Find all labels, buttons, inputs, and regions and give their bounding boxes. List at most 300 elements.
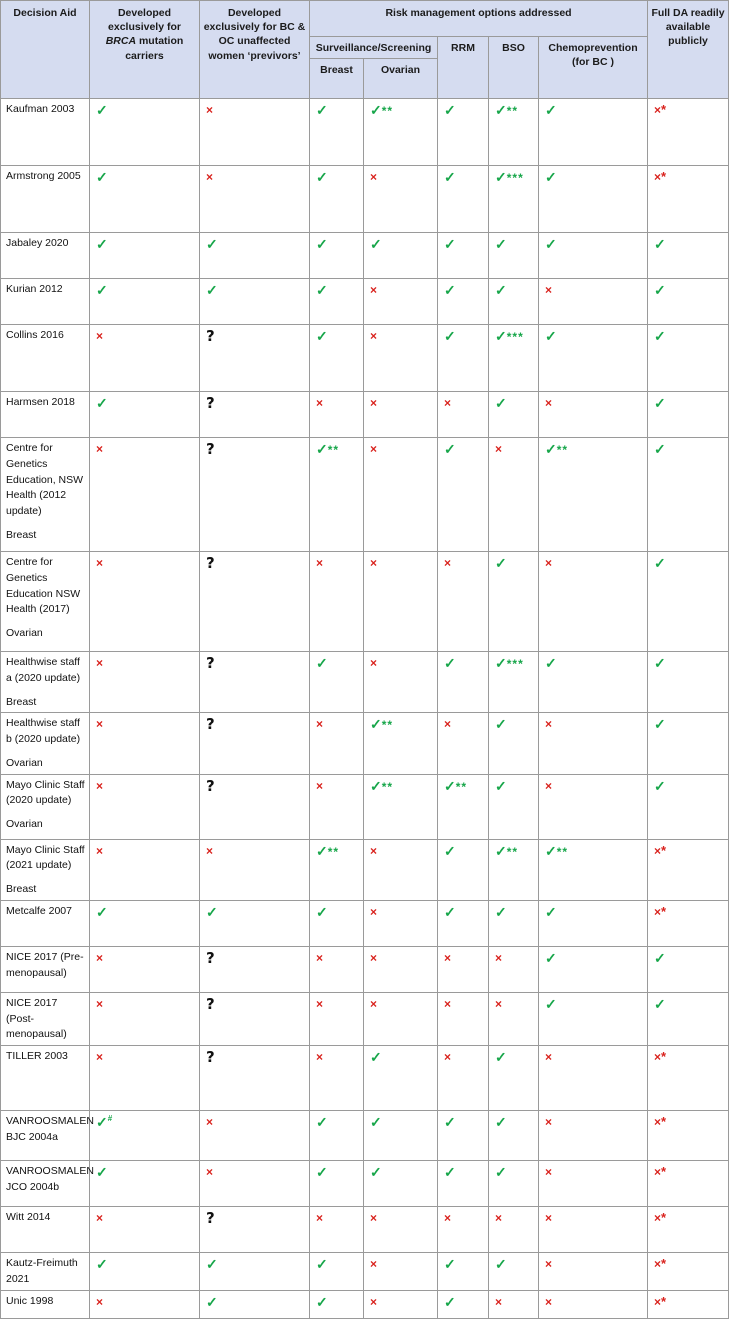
cell-full-da (648, 552, 729, 652)
check-icon: ✓ (495, 1164, 507, 1180)
cell-rrm (438, 1253, 489, 1291)
decision-aid-title: Jabaley 2020 (6, 237, 69, 249)
cell-breast (310, 233, 364, 279)
cell-ovarian (364, 900, 438, 946)
cell-rrm (438, 946, 489, 992)
decision-aid-title: VANROOSMALEN BJC 2004a (6, 1115, 94, 1143)
cell-previvors (200, 438, 310, 552)
check-icon: ✓ (495, 655, 507, 671)
cell-rrm (438, 1111, 489, 1161)
header-surveillance: Surveillance/Screening (310, 37, 438, 59)
cross-icon: × (654, 1165, 662, 1179)
cell-full-da (648, 713, 729, 774)
cell-chemo (539, 325, 648, 392)
cross-icon: × (370, 1257, 378, 1271)
cell-breast (310, 99, 364, 166)
cell-full-da (648, 325, 729, 392)
check-icon: ✓ (370, 777, 382, 794)
cell-full-da (648, 900, 729, 946)
footnote-marker: ** (556, 844, 569, 859)
check-icon: ✓ (444, 655, 456, 671)
decision-aid-name (1, 946, 90, 992)
cell-previvors (200, 279, 310, 325)
cell-full-da (648, 1046, 729, 1111)
check-icon: ✓ (96, 1114, 108, 1130)
cross-icon: × (545, 717, 553, 732)
cross-icon: × (654, 904, 662, 919)
cell-ovarian (364, 1207, 438, 1253)
question-icon: ? (206, 1209, 215, 1227)
cell-brca (90, 1253, 200, 1291)
cross-icon: × (370, 1294, 378, 1309)
decision-aid-title: Witt 2014 (6, 1211, 51, 1223)
cell-bso (489, 1046, 539, 1111)
cross-icon: × (444, 996, 452, 1011)
cross-icon: × (654, 1211, 662, 1225)
cross-icon: × (545, 283, 553, 297)
cell-full-da (648, 1161, 729, 1207)
check-icon: ✓ (316, 842, 328, 859)
check-icon: ✓ (545, 102, 557, 118)
decision-aid-name (1, 279, 90, 325)
cell-brca (90, 992, 200, 1045)
cell-breast (310, 652, 364, 713)
decision-aid-title: Centre for Genetics Education, NSW Health (2012 update) (6, 442, 84, 517)
decision-aid-title: Unic 1998 (6, 1294, 54, 1307)
cross-icon: × (545, 556, 553, 570)
question-icon: ? (206, 994, 215, 1013)
cross-icon: × (444, 950, 452, 965)
cross-icon: × (96, 442, 104, 456)
cell-previvors (200, 992, 310, 1045)
cell-brca (90, 392, 200, 438)
cell-breast (310, 279, 364, 325)
cross-icon: × (654, 1294, 662, 1309)
cell-previvors (200, 1290, 310, 1318)
cell-rrm (438, 1046, 489, 1111)
decision-aid-title: Mayo Clinic Staff (2020 update) (6, 778, 85, 807)
table-row (1, 900, 729, 946)
cell-brca (90, 1161, 200, 1207)
check-icon: ✓ (545, 903, 557, 920)
cell-previvors (200, 713, 310, 774)
cell-chemo (539, 713, 648, 774)
cross-icon: × (444, 1211, 452, 1225)
check-icon: ✓ (370, 716, 382, 733)
cross-icon: × (96, 996, 104, 1011)
cross-icon: × (96, 843, 104, 858)
cell-previvors (200, 652, 310, 713)
footnote-marker: * (661, 1293, 667, 1309)
cross-icon: × (545, 1050, 553, 1064)
check-icon: ✓ (444, 1114, 456, 1130)
cell-breast (310, 1253, 364, 1291)
decision-aid-name (1, 99, 90, 166)
table-row (1, 1207, 729, 1253)
check-icon: ✓ (654, 995, 666, 1012)
cross-icon: × (545, 1165, 553, 1179)
cell-ovarian (364, 1046, 438, 1111)
cell-full-da (648, 1207, 729, 1253)
check-icon: ✓ (654, 716, 666, 733)
check-icon: ✓ (545, 949, 557, 966)
cell-brca (90, 552, 200, 652)
check-icon: ✓ (495, 1049, 507, 1065)
cell-breast (310, 713, 364, 774)
table-row (1, 839, 729, 900)
table-row (1, 1253, 729, 1291)
decision-aid-title: Healthwise staff b (2020 update) (6, 717, 81, 745)
decision-aid-name (1, 1290, 90, 1318)
cell-ovarian (364, 652, 438, 713)
cell-brca (90, 99, 200, 166)
question-icon: ? (206, 948, 215, 967)
decision-aid-name (1, 1161, 94, 1207)
decision-aid-subtitle: Ovarian (6, 818, 43, 830)
check-icon: ✓ (545, 995, 557, 1012)
cell-full-da (648, 652, 729, 713)
decision-aid-subtitle: Breast (6, 695, 37, 708)
cell-ovarian (364, 992, 438, 1045)
cell-rrm (438, 652, 489, 713)
check-icon: ✓ (316, 282, 328, 298)
cell-previvors (200, 166, 310, 233)
cell-brca (90, 839, 200, 900)
header-decision-aid: Decision Aid (1, 1, 90, 99)
cross-icon: × (96, 717, 104, 732)
cross-icon: × (444, 556, 452, 570)
cell-breast (310, 392, 364, 438)
decision-aid-title: Harmsen 2018 (6, 396, 75, 408)
table-row (1, 652, 729, 713)
check-icon: ✓ (444, 842, 456, 859)
check-icon: ✓ (545, 655, 557, 671)
decision-aid-name (1, 900, 90, 946)
cell-chemo (539, 279, 648, 325)
cell-ovarian (364, 713, 438, 774)
cell-full-da (648, 392, 729, 438)
cell-brca (90, 1111, 200, 1161)
decision-aid-name (1, 438, 90, 552)
decision-aid-name (1, 166, 90, 233)
cell-ovarian (364, 279, 438, 325)
footnote-marker: * (661, 842, 667, 858)
cell-previvors (200, 325, 310, 392)
cross-icon: × (370, 556, 378, 570)
check-icon: ✓ (545, 842, 557, 859)
check-icon: ✓ (444, 1164, 456, 1180)
cell-ovarian (364, 774, 438, 839)
question-icon: ? (206, 440, 215, 458)
table-row (1, 1161, 729, 1207)
check-icon: ✓ (654, 555, 666, 571)
table-row (1, 1290, 729, 1318)
cross-icon: × (316, 778, 324, 793)
check-icon: ✓ (654, 395, 666, 411)
check-icon: ✓ (316, 441, 328, 457)
cross-icon: × (316, 1211, 324, 1225)
cross-icon: × (96, 950, 104, 965)
check-icon: ✓ (495, 1256, 507, 1272)
check-icon: ✓ (654, 949, 666, 966)
footnote-marker: * (661, 1049, 667, 1064)
decision-aid-subtitle: Breast (6, 883, 37, 895)
header-rrm: RRM (438, 37, 489, 99)
table-row (1, 774, 729, 839)
check-icon: ✓ (96, 1256, 108, 1272)
cell-bso (489, 774, 539, 839)
cross-icon: × (370, 396, 378, 410)
check-icon: ✓ (495, 282, 507, 298)
decision-aid-title: Kaufman 2003 (6, 103, 75, 115)
check-icon: ✓ (316, 328, 328, 344)
check-icon: ✓ (96, 169, 108, 185)
cell-chemo (539, 1290, 648, 1318)
table-row (1, 233, 729, 279)
cross-icon: × (96, 1294, 104, 1309)
cross-icon: × (206, 170, 214, 184)
check-icon: ✓ (444, 441, 456, 457)
check-icon: ✓ (654, 282, 666, 298)
cell-previvors (200, 99, 310, 166)
cross-icon: × (444, 717, 452, 732)
check-icon: ✓ (370, 1114, 382, 1130)
cross-icon: × (316, 396, 324, 410)
table-row (1, 992, 729, 1045)
cell-full-da (648, 1253, 729, 1291)
cross-icon: × (545, 1211, 553, 1225)
table-row (1, 325, 729, 392)
footnote-marker: * (661, 102, 667, 117)
footnote-marker: * (661, 1114, 667, 1129)
check-icon: ✓ (495, 328, 507, 344)
cell-bso (489, 713, 539, 774)
header-previvors: Developed exclusively for BC & OC unaffected women ‘previvors’ (200, 1, 310, 99)
cell-bso (489, 552, 539, 652)
cell-bso (489, 839, 539, 900)
cross-icon: × (545, 778, 553, 793)
cell-breast (310, 438, 364, 552)
decision-aid-name (1, 233, 90, 279)
cross-icon: × (444, 396, 452, 410)
cell-bso (489, 233, 539, 279)
cell-previvors (200, 1207, 310, 1253)
check-icon: ✓ (316, 655, 328, 671)
cell-breast (310, 166, 364, 233)
header-risk-options: Risk management options addressed (310, 1, 648, 37)
cell-rrm (438, 1161, 489, 1207)
check-icon: ✓ (495, 102, 507, 118)
decision-aid-name (1, 839, 90, 900)
decision-aid-title: TILLER 2003 (6, 1050, 68, 1062)
cell-bso (489, 325, 539, 392)
decision-aid-title: Mayo Clinic Staff (2021 update) (6, 843, 85, 872)
cell-breast (310, 900, 364, 946)
cell-rrm (438, 839, 489, 900)
cell-bso (489, 1111, 539, 1161)
check-icon: ✓ (654, 328, 666, 344)
check-icon: ✓ (206, 903, 218, 920)
cell-ovarian (364, 1111, 438, 1161)
cell-ovarian (364, 325, 438, 392)
cell-chemo (539, 438, 648, 552)
cell-full-da (648, 99, 729, 166)
cross-icon: × (495, 996, 503, 1011)
check-icon: ✓ (96, 395, 108, 411)
check-icon: ✓ (316, 102, 328, 118)
cell-rrm (438, 233, 489, 279)
check-icon: ✓ (654, 655, 666, 671)
cell-bso (489, 166, 539, 233)
cell-previvors (200, 1161, 310, 1207)
cell-breast (310, 325, 364, 392)
check-icon: ✓ (444, 169, 456, 185)
cross-icon: × (96, 1211, 104, 1225)
cell-full-da (648, 279, 729, 325)
cell-brca (90, 325, 200, 392)
check-icon: ✓ (545, 328, 557, 344)
cell-bso (489, 1290, 539, 1318)
decision-aid-title: Kautz-Freimuth 2021 (6, 1257, 78, 1285)
check-icon: ✓ (206, 236, 218, 252)
cell-brca (90, 713, 200, 774)
cell-full-da (648, 166, 729, 233)
decision-aid-name (1, 1111, 94, 1161)
check-icon: ✓ (206, 1256, 218, 1272)
footnote-marker: *** (506, 657, 524, 671)
cell-previvors (200, 946, 310, 992)
cross-icon: × (370, 656, 378, 670)
table-row (1, 946, 729, 992)
cross-icon: × (444, 1050, 452, 1064)
decision-aid-subtitle: Ovarian (6, 627, 43, 639)
cell-previvors (200, 774, 310, 839)
footnote-marker: ** (506, 844, 519, 859)
cross-icon: × (370, 170, 378, 184)
cell-rrm (438, 392, 489, 438)
cell-bso (489, 946, 539, 992)
cell-ovarian (364, 233, 438, 279)
cell-full-da (648, 1290, 729, 1318)
table-row (1, 438, 729, 552)
cross-icon: × (370, 843, 378, 858)
check-icon: ✓ (444, 236, 456, 252)
decision-aid-subtitle: Ovarian (6, 756, 43, 769)
cell-chemo (539, 946, 648, 992)
cell-breast (310, 1111, 364, 1161)
cross-icon: × (545, 1294, 553, 1309)
check-icon: ✓ (316, 1256, 328, 1272)
footnote-marker: * (661, 1210, 667, 1225)
cell-ovarian (364, 438, 438, 552)
cell-full-da (648, 992, 729, 1045)
cross-icon: × (370, 283, 378, 297)
cell-ovarian (364, 552, 438, 652)
check-icon: ✓ (206, 1293, 218, 1310)
cell-ovarian (364, 946, 438, 992)
cell-previvors (200, 1111, 310, 1161)
check-icon: ✓ (96, 282, 108, 298)
cross-icon: × (654, 170, 662, 184)
cell-breast (310, 774, 364, 839)
cross-icon: × (316, 950, 324, 965)
cell-rrm (438, 438, 489, 552)
check-icon: ✓ (444, 328, 456, 344)
cell-bso (489, 1207, 539, 1253)
check-icon: ✓ (206, 282, 218, 298)
question-icon: ? (206, 394, 215, 412)
cell-previvors (200, 900, 310, 946)
cell-brca (90, 652, 200, 713)
cell-bso (489, 900, 539, 946)
check-icon: ✓ (370, 102, 382, 118)
check-icon: ✓ (96, 236, 108, 252)
cell-previvors (200, 1046, 310, 1111)
decision-aid-name (1, 1207, 90, 1253)
cell-bso (489, 438, 539, 552)
check-icon: ✓ (316, 903, 328, 920)
cell-full-da (648, 438, 729, 552)
cell-rrm (438, 774, 489, 839)
cross-icon: × (654, 1257, 662, 1271)
cell-brca (90, 233, 200, 279)
cell-chemo (539, 552, 648, 652)
check-icon: ✓ (370, 236, 382, 252)
cross-icon: × (545, 396, 553, 410)
cross-icon: × (654, 1115, 662, 1129)
cell-bso (489, 652, 539, 713)
cell-bso (489, 99, 539, 166)
footnote-marker: ** (327, 844, 340, 859)
cross-icon: × (316, 556, 324, 570)
cell-chemo (539, 839, 648, 900)
check-icon: ✓ (316, 169, 328, 185)
check-icon: ✓ (96, 102, 108, 118)
footnote-marker: * (661, 1164, 667, 1179)
footnote-marker: ** (381, 779, 394, 794)
header-breast: Breast (310, 59, 364, 99)
table-row (1, 99, 729, 166)
cell-previvors (200, 233, 310, 279)
cell-brca (90, 438, 200, 552)
cell-chemo (539, 652, 648, 713)
cell-rrm (438, 992, 489, 1045)
cell-brca (90, 166, 200, 233)
decision-aid-title: Metcalfe 2007 (6, 904, 72, 917)
cell-chemo (539, 1111, 648, 1161)
footnote-marker: ** (556, 443, 569, 457)
table-row (1, 166, 729, 233)
cell-rrm (438, 325, 489, 392)
cell-breast (310, 1207, 364, 1253)
check-icon: ✓ (495, 716, 507, 733)
cell-chemo (539, 1207, 648, 1253)
cross-icon: × (370, 996, 378, 1011)
cell-chemo (539, 99, 648, 166)
cross-icon: × (654, 843, 662, 858)
cross-icon: × (370, 329, 378, 343)
cell-previvors (200, 552, 310, 652)
cell-breast (310, 946, 364, 992)
cell-full-da (648, 839, 729, 900)
cross-icon: × (316, 996, 324, 1011)
cell-chemo (539, 233, 648, 279)
decision-aid-name (1, 992, 90, 1045)
check-icon: ✓ (316, 236, 328, 252)
decision-aid-title: NICE 2017 (Post-menopausal) (6, 996, 67, 1041)
cross-icon: × (96, 556, 104, 570)
check-icon: ✓ (96, 903, 108, 920)
